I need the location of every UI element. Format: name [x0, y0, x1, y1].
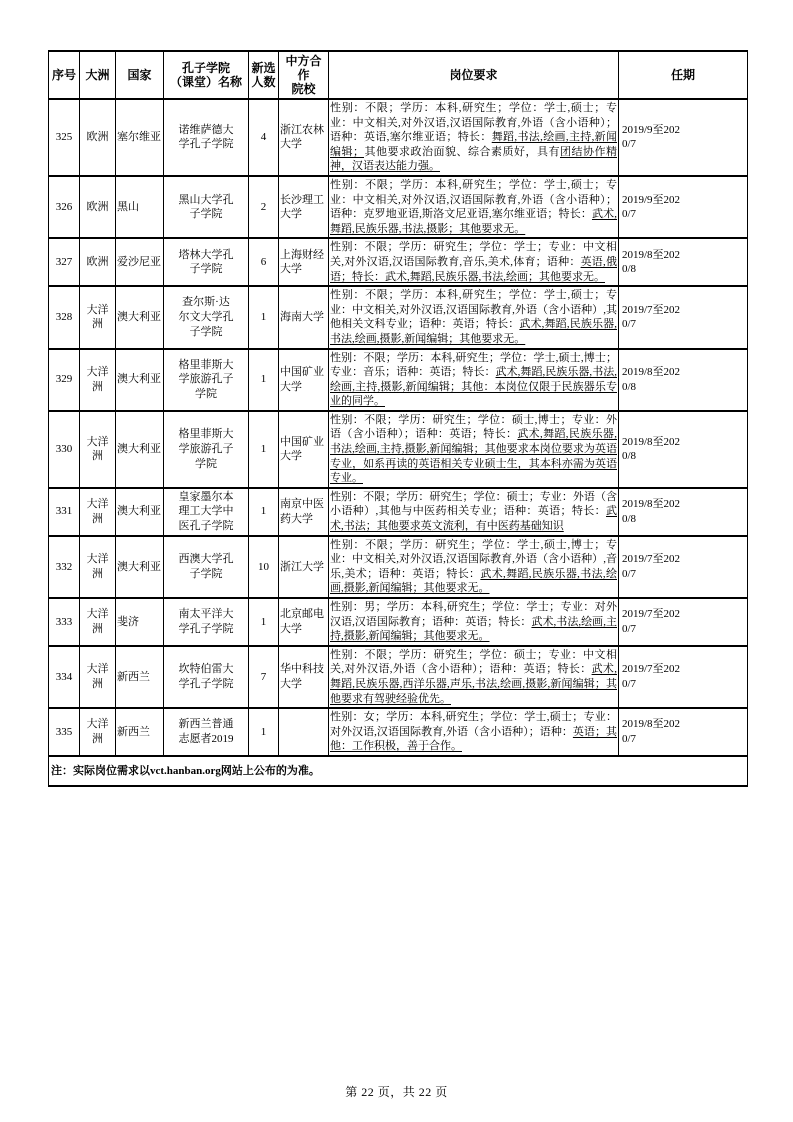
- cell-term: [619, 598, 748, 646]
- cell-serial-number: 332: [49, 536, 80, 598]
- term-text: 2019/7至2020/7: [622, 663, 681, 690]
- institute-name-text: 皇家墨尔本理工大学中医孔子学院: [178, 490, 234, 533]
- cell-institute-name: [164, 99, 249, 176]
- cell-partner-university: 海南大学: [279, 286, 329, 348]
- table-row: [49, 646, 748, 708]
- institute-name-text: 南太平洋大学孔子学院: [178, 608, 234, 635]
- cell-institute-name: [164, 708, 249, 756]
- table-header: [49, 51, 748, 99]
- table-row: [49, 708, 748, 756]
- cell-selected-count: 7: [249, 646, 279, 708]
- cell-country: 澳大利亚: [116, 411, 164, 488]
- cell-institute-name: [164, 286, 249, 348]
- term-text: 2019/8至2020/8: [622, 498, 681, 525]
- requirement-segment: 其他要求政治面貌、综合素质好，具有: [364, 145, 560, 158]
- cell-position-requirements: [329, 646, 619, 708]
- cell-term: [619, 411, 748, 488]
- requirement-segment: 性别：不限；学历：本科,研究生；学位：学士,硕士；专业：中文相关,对外汉语,汉语国际教育,外语（含小语种）；语种：克罗地亚语,斯洛文尼亚语,塞尔维亚语；特长：: [330, 178, 617, 221]
- term-text: 2019/7至2020/7: [622, 608, 681, 635]
- table-body: [49, 99, 748, 756]
- requirement-segment-underlined: 英语；其他：工作积极，善于合作。: [330, 725, 618, 753]
- term-text: 2019/8至2020/7: [622, 718, 681, 746]
- header-row: [49, 51, 748, 99]
- cell-position-requirements: [329, 349, 619, 411]
- cell-country: 爱沙尼亚: [116, 238, 164, 286]
- cell-continent: 欧洲: [80, 238, 116, 286]
- cell-position-requirements: [329, 99, 619, 176]
- institute-name-text: 查尔斯·达尔文大学孔子学院: [178, 296, 234, 338]
- cell-position-requirements: [329, 286, 619, 348]
- table-row: [49, 286, 748, 348]
- cell-selected-count: 1: [249, 349, 279, 411]
- requirement-segment: 性别：不限；学历：研究生；学位：硕士,博士；专业：外语（含小语种）；语种：英语；特长：: [330, 413, 617, 441]
- cell-position-requirements: [329, 488, 619, 536]
- header-cell-3: 孔子学院 （课堂）名称: [164, 51, 249, 99]
- positions-table: [48, 50, 748, 787]
- header-cell-1: 大洲: [80, 51, 116, 99]
- cell-partner-university: 浙江大学: [279, 536, 329, 598]
- requirement-segment: 性别：不限；学历：研究生；学位：学士,硕士,博士；专业：中文相关,对外汉语,汉语国际教育,外语（含小语种）,音乐,美术；语种：英语；特长：: [330, 538, 617, 580]
- cell-continent: 大洋洲: [80, 488, 116, 536]
- term-text: 2019/8至2020/8: [622, 366, 681, 393]
- cell-continent: 大洋洲: [80, 536, 116, 598]
- cell-term: [619, 349, 748, 411]
- header-cell-6: 岗位要求: [329, 51, 619, 99]
- cell-term: [619, 176, 748, 238]
- cell-term: [619, 536, 748, 598]
- term-text: 2019/8至2020/8: [622, 435, 681, 463]
- cell-institute-name: [164, 349, 249, 411]
- cell-serial-number: 328: [49, 286, 80, 348]
- table-row: [49, 411, 748, 488]
- cell-country: 新西兰: [116, 708, 164, 756]
- cell-partner-university: 上海财经大学: [279, 238, 329, 286]
- cell-institute-name: [164, 411, 249, 488]
- cell-partner-university: 中国矿业大学: [279, 349, 329, 411]
- institute-name-text: 塔林大学孔子学院: [178, 248, 234, 276]
- cell-serial-number: 326: [49, 176, 80, 238]
- header-cell-2: 国家: [116, 51, 164, 99]
- requirement-segment: 性别：不限；学历：研究生；学位：学士；专业：中文相关,对外汉语,汉语国际教育,音乐,美术,体育；语种：: [330, 241, 617, 268]
- cell-partner-university: 南京中医药大学: [279, 488, 329, 536]
- term-text: 2019/8至2020/8: [622, 248, 681, 276]
- institute-name-text: 格里菲斯大学旅游孔子学院: [178, 358, 234, 400]
- cell-serial-number: 331: [49, 488, 80, 536]
- term-text: 2019/9至2020/7: [622, 123, 681, 151]
- cell-term: [619, 488, 748, 536]
- table-row: [49, 238, 748, 286]
- cell-institute-name: [164, 598, 249, 646]
- cell-country: 斐济: [116, 598, 164, 646]
- cell-partner-university: 北京邮电大学: [279, 598, 329, 646]
- term-text: 2019/7至2020/7: [622, 553, 681, 580]
- institute-name-text: 诺维萨德大学孔子学院: [178, 123, 234, 151]
- cell-country: 澳大利亚: [116, 349, 164, 411]
- cell-term: [619, 238, 748, 286]
- institute-name-text: 西澳大学孔子学院: [178, 553, 234, 580]
- term-text: 2019/7至2020/7: [622, 303, 681, 331]
- cell-selected-count: 1: [249, 286, 279, 348]
- note-row: [49, 756, 748, 786]
- cell-position-requirements: [329, 536, 619, 598]
- cell-continent: 大洋洲: [80, 286, 116, 348]
- institute-name-text: 格里菲斯大学旅游孔子学院: [178, 428, 234, 470]
- requirement-segment-underlined: 武术,书法；其他要求英文流利，有中医药基础知识: [330, 505, 617, 533]
- requirement-segment: 性别：不限；学历：本科,研究生；学位：学士,硕士；专业：中文相关,对外汉语,汉语国际教育,外语（含小语种）,其他相关文科专业；语种：英语；特长：: [330, 289, 617, 331]
- cell-position-requirements: [329, 598, 619, 646]
- requirement-segment: 性别：不限；学历：研究生；学位：硕士；专业：外语（含小语种）,其他与中医药相关专业；语种：英语；特长：: [330, 490, 617, 518]
- table-row: [49, 598, 748, 646]
- header-cell-0: 序号: [49, 51, 80, 99]
- cell-institute-name: [164, 488, 249, 536]
- cell-continent: 大洋洲: [80, 349, 116, 411]
- requirement-segment-underlined: 武术,舞蹈,民族乐器,西洋乐器,声乐,书法,绘画,摄影,新闻编辑；其他要求有驾驶经验优先。: [330, 663, 618, 705]
- cell-serial-number: 333: [49, 598, 80, 646]
- requirement-segment-underlined: 英语,俄语；特长：武术,舞蹈,民族乐器,书法,绘画；其他要求无。: [330, 255, 618, 283]
- cell-serial-number: 329: [49, 349, 80, 411]
- requirement-segment-underlined: 武术,舞蹈,民族乐器,书法,绘画,摄影,新闻编辑；其他要求无。: [330, 318, 618, 345]
- cell-continent: 大洋洲: [80, 708, 116, 756]
- table-row: [49, 99, 748, 176]
- cell-partner-university: 浙江农林大学: [279, 99, 329, 176]
- cell-position-requirements: [329, 411, 619, 488]
- requirement-segment-underlined: 舞蹈,书法,绘画,主持,新闻编辑；: [330, 131, 618, 158]
- cell-country: 澳大利亚: [116, 286, 164, 348]
- cell-selected-count: 10: [249, 536, 279, 598]
- cell-country: 新西兰: [116, 646, 164, 708]
- cell-serial-number: 325: [49, 99, 80, 176]
- header-cell-4: 新选 人数: [249, 51, 279, 99]
- cell-partner-university: [279, 708, 329, 756]
- cell-term: [619, 708, 748, 756]
- requirement-segment-underlined: 武术,舞蹈,民族乐器,书法,绘画,摄影,新闻编辑；其他要求无。: [330, 567, 617, 595]
- cell-serial-number: 330: [49, 411, 80, 488]
- cell-partner-university: 华中科技大学: [279, 646, 329, 708]
- institute-name-text: 新西兰普通志愿者2019: [178, 718, 234, 746]
- cell-partner-university: 中国矿业大学: [279, 411, 329, 488]
- cell-partner-university: 长沙理工大学: [279, 176, 329, 238]
- requirement-segment-underlined: 武术,舞蹈,民族乐器,书法,绘画,主持,摄影,新闻编辑；其他要求本岗位要求为英语专业，如系再读的英语相关专业硕士生，其本科亦需为英语专业。: [330, 428, 618, 485]
- cell-position-requirements: [329, 176, 619, 238]
- requirement-segment-underlined: 武术,舞蹈,民族乐器,书法,摄影；其他要求无。: [330, 208, 618, 235]
- institute-name-text: 坎特伯雷大学孔子学院: [178, 663, 234, 690]
- cell-selected-count: 6: [249, 238, 279, 286]
- requirement-segment-underlined: 武术,书法,绘画,主持,摄影,新闻编辑；其他要求无。: [330, 615, 618, 643]
- cell-serial-number: 335: [49, 708, 80, 756]
- cell-continent: 欧洲: [80, 176, 116, 238]
- cell-serial-number: 334: [49, 646, 80, 708]
- page-number-footer: 第 22 页，共 22 页: [345, 1085, 448, 1099]
- cell-country: 澳大利亚: [116, 488, 164, 536]
- institute-name-text: 黑山大学孔子学院: [178, 193, 234, 221]
- cell-country: 澳大利亚: [116, 536, 164, 598]
- requirement-segment: 性别：女；学历：本科,研究生；学位：学士,硕士；专业：对外汉语,汉语国际教育,外语（含小语种）；语种：: [330, 711, 617, 738]
- requirement-segment: 性别：男；学历：本科,研究生；学位：学士；专业：对外汉语,汉语国际教育；语种：英语；特长：: [330, 601, 617, 628]
- cell-selected-count: 1: [249, 411, 279, 488]
- requirement-segment-underlined: 武术,舞蹈,民族乐器,书法,绘画,主持,摄影,新闻编辑；其他：本岗位仅限于民族器乐专业的同学。: [330, 366, 618, 408]
- table-row: [49, 349, 748, 411]
- table-row: [49, 536, 748, 598]
- cell-continent: 大洋洲: [80, 411, 116, 488]
- cell-term: [619, 99, 748, 176]
- cell-country: 黑山: [116, 176, 164, 238]
- cell-term: [619, 646, 748, 708]
- cell-continent: 欧洲: [80, 99, 116, 176]
- cell-country: 塞尔维亚: [116, 99, 164, 176]
- header-cell-5: 中方合作 院校: [279, 51, 329, 99]
- requirement-segment: 性别：不限；学历：本科,研究生；学位：学士,硕士,博士；专业：音乐；语种：英语；特长：: [330, 351, 617, 379]
- cell-selected-count: 2: [249, 176, 279, 238]
- cell-continent: 大洋洲: [80, 598, 116, 646]
- note-text: 注：实际岗位需求以vct.hanban.org网站上公布的为准。: [49, 756, 748, 786]
- requirement-segment-underlined: 团结协作精神，汉语表达能力强。: [330, 145, 617, 173]
- cell-institute-name: [164, 536, 249, 598]
- cell-institute-name: [164, 646, 249, 708]
- cell-selected-count: 1: [249, 488, 279, 536]
- requirement-segment: 性别：不限；学历：研究生；学位：硕士；专业：中文相关,对外汉语,外语（含小语种）；语种：英语；特长：: [330, 648, 617, 676]
- cell-selected-count: 4: [249, 99, 279, 176]
- cell-selected-count: 1: [249, 598, 279, 646]
- table-note-section: [49, 756, 748, 786]
- cell-institute-name: [164, 176, 249, 238]
- table-row: [49, 488, 748, 536]
- cell-selected-count: 1: [249, 708, 279, 756]
- cell-term: [619, 286, 748, 348]
- cell-continent: 大洋洲: [80, 646, 116, 708]
- cell-institute-name: [164, 238, 249, 286]
- term-text: 2019/9至2020/7: [622, 193, 681, 221]
- table-row: [49, 176, 748, 238]
- cell-position-requirements: [329, 238, 619, 286]
- cell-position-requirements: [329, 708, 619, 756]
- cell-serial-number: 327: [49, 238, 80, 286]
- header-cell-7: 任期: [619, 51, 748, 99]
- requirement-segment: 性别：不限；学历：本科,研究生；学位：学士,硕士；专业：中文相关,对外汉语,汉语国际教育,外语（含小语种）；语种：英语,塞尔维亚语；特长：: [330, 102, 617, 144]
